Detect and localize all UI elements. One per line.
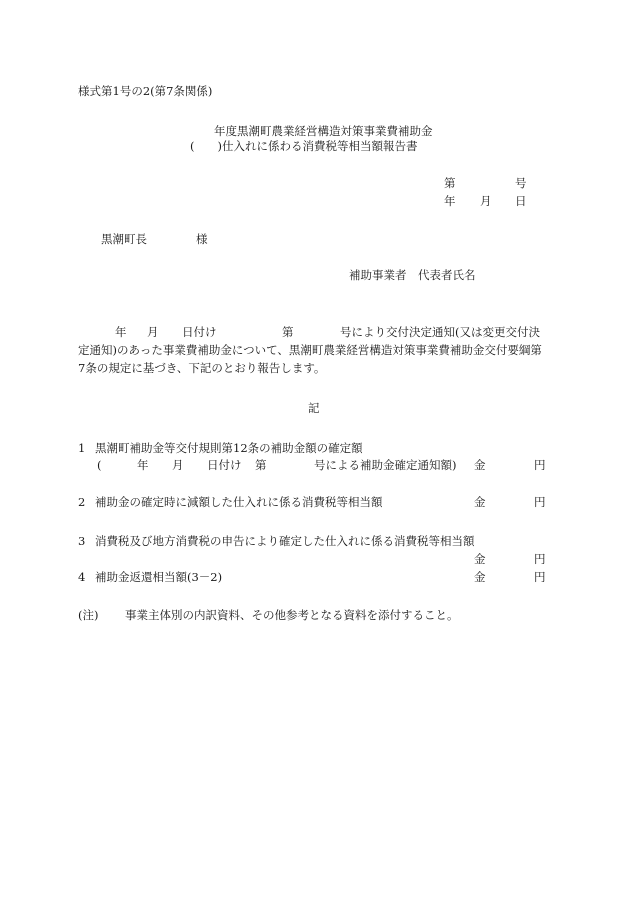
doc-date-day: 日 (515, 194, 527, 208)
body-dated: 日付け (182, 325, 217, 339)
body-number-prefix: 第 (282, 325, 294, 339)
item-1-sub-year: 年 (137, 458, 149, 472)
item-1-sub-rest: 号による補助金確定通知額) (314, 458, 457, 472)
item-4-unit: 円 (534, 570, 546, 584)
item-1-unit: 円 (534, 458, 546, 472)
body-line-2: 定通知)のあった事業費補助金について、黒潮町農業経営構造対策事業費補助金交付要綱第 (78, 343, 542, 357)
item-4-amount-label: 金 (474, 570, 486, 584)
title-line-2: ( )仕入れに係わる消費税等相当額報告書 (190, 139, 418, 153)
doc-number-prefix: 第 (444, 176, 456, 190)
item-2-number: 2 (78, 495, 86, 509)
item-1-amount-label: 金 (474, 458, 486, 472)
addressee-honorific: 様 (196, 232, 208, 246)
doc-number-suffix: 号 (515, 176, 527, 190)
item-1-sub-open: ( (97, 458, 102, 472)
title-line-1: 年度黒潮町農業経営構造対策事業費補助金 (214, 124, 433, 138)
form-number: 様式第1号の2(第7条関係) (78, 84, 213, 98)
item-1-number: 1 (78, 441, 86, 455)
ki-heading: 記 (308, 401, 320, 415)
body-year: 年 (115, 325, 127, 339)
item-3-text: 消費税及び地方消費税の申告により確定した仕入れに係る消費税等相当額 (95, 534, 475, 548)
item-3-amount-label: 金 (474, 552, 486, 566)
addressee-name: 黒潮町長 (101, 232, 147, 246)
item-2-amount-label: 金 (474, 495, 486, 509)
item-3-number: 3 (78, 534, 86, 548)
note-label: (注) (78, 608, 99, 622)
body-line-3: 7条の規定に基づき、下記のとおり報告します。 (78, 361, 326, 375)
item-4-text: 補助金返還相当額(3－2) (95, 570, 223, 584)
applicant-label: 補助事業者 代表者氏名 (349, 268, 476, 282)
item-1-sub-month: 月 (172, 458, 184, 472)
item-4-number: 4 (78, 570, 86, 584)
doc-date-year: 年 (444, 194, 456, 208)
item-3-unit: 円 (534, 552, 546, 566)
item-1-sub-number-prefix: 第 (255, 458, 267, 472)
item-1-text: 黒潮町補助金等交付規則第12条の補助金額の確定額 (95, 441, 363, 455)
item-1-sub-dated: 日付け (207, 458, 242, 472)
body-month: 月 (147, 325, 159, 339)
item-2-text: 補助金の確定時に減額した仕入れに係る消費税等相当額 (95, 495, 383, 509)
body-line-1-rest: 号により交付決定通知(又は変更交付決 (340, 325, 540, 339)
doc-date-month: 月 (480, 194, 492, 208)
note-text: 事業主体別の内訳資料、その他参考となる資料を添付すること。 (125, 608, 459, 622)
item-2-unit: 円 (534, 495, 546, 509)
